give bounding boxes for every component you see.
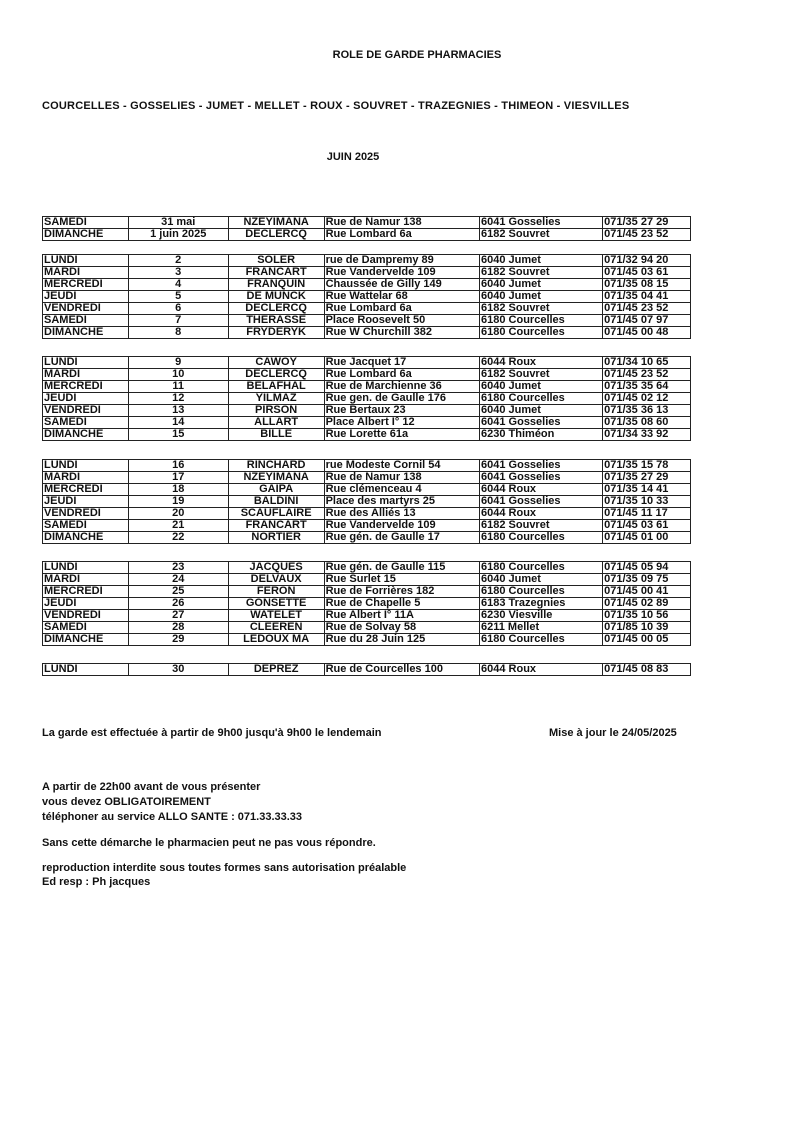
- table-row: [43, 357, 691, 369]
- week-table: [42, 216, 691, 241]
- cell-address: Rue W Churchill 382: [324, 327, 479, 339]
- cell-phone: 071/45 00 41: [603, 586, 691, 598]
- cell-city: 6040 Jumet: [480, 255, 603, 267]
- table-row: [43, 634, 691, 646]
- cell-city: 6182 Souvret: [480, 520, 603, 532]
- week-table: [42, 561, 691, 646]
- communes-list: COURCELLES - GOSSELIES - JUMET - MELLET - ROUX - SOUVRET - TRAZEGNIES - THIMEON - VIESVILLES: [42, 100, 630, 112]
- cell-phone: 071/35 08 60: [603, 417, 691, 429]
- cell-day: SAMEDI: [43, 417, 129, 429]
- table-row: [43, 405, 691, 417]
- cell-phone: 071/35 10 33: [603, 496, 691, 508]
- week-table: [42, 254, 691, 339]
- cell-city: 6041 Gosselies: [480, 417, 603, 429]
- table-row: [43, 472, 691, 484]
- cell-address: Rue Lombard 6a: [324, 303, 479, 315]
- cell-phone: 071/45 02 89: [603, 598, 691, 610]
- cell-phone: 071/35 15 78: [603, 460, 691, 472]
- cell-address: Rue clémenceau 4: [324, 484, 479, 496]
- cell-date: 16: [128, 460, 228, 472]
- cell-name: CLEEREN: [228, 622, 324, 634]
- cell-date: 24: [128, 574, 228, 586]
- cell-city: 6041 Gosselies: [480, 460, 603, 472]
- cell-date: 28: [128, 622, 228, 634]
- table-row: [43, 429, 691, 441]
- table-row: [43, 574, 691, 586]
- cell-date: 26: [128, 598, 228, 610]
- cell-date: 27: [128, 610, 228, 622]
- cell-phone: 071/35 04 41: [603, 291, 691, 303]
- cell-day: LUNDI: [43, 255, 129, 267]
- cell-date: 20: [128, 508, 228, 520]
- week-table: [42, 356, 691, 441]
- cell-address: Rue Jacquet 17: [324, 357, 479, 369]
- cell-day: SAMEDI: [43, 315, 129, 327]
- table-row: [43, 291, 691, 303]
- table-row: [43, 622, 691, 634]
- table-row: [43, 562, 691, 574]
- cell-city: 6180 Courcelles: [480, 327, 603, 339]
- copyright-text: reproduction interdite sous toutes formes sans autorisation préalable: [42, 862, 407, 874]
- cell-address: rue Modeste Cornil 54: [324, 460, 479, 472]
- cell-phone: 071/85 10 39: [603, 622, 691, 634]
- table-row: [43, 598, 691, 610]
- cell-name: DECLERCQ: [228, 369, 324, 381]
- cell-city: 6211 Mellet: [480, 622, 603, 634]
- cell-name: DELVAUX: [228, 574, 324, 586]
- cell-city: 6230 Viesville: [480, 610, 603, 622]
- cell-day: DIMANCHE: [43, 327, 129, 339]
- cell-date: 6: [128, 303, 228, 315]
- cell-date: 18: [128, 484, 228, 496]
- cell-date: 4: [128, 279, 228, 291]
- cell-day: MERCREDI: [43, 279, 129, 291]
- table-row: [43, 255, 691, 267]
- cell-phone: 071/45 23 52: [603, 303, 691, 315]
- cell-phone: 071/45 07 97: [603, 315, 691, 327]
- table-row: [43, 508, 691, 520]
- table-row: [43, 369, 691, 381]
- table-row: [43, 417, 691, 429]
- cell-name: LEDOUX MA: [228, 634, 324, 646]
- table-row: [43, 496, 691, 508]
- table-row: [43, 279, 691, 291]
- cell-phone: 071/45 23 52: [603, 229, 691, 241]
- cell-city: 6044 Roux: [480, 508, 603, 520]
- cell-address: Rue de Namur 138: [324, 217, 479, 229]
- garde-hours-note: La garde est effectuée à partir de 9h00 jusqu'à 9h00 le lendemain: [42, 727, 382, 739]
- cell-name: RINCHARD: [228, 460, 324, 472]
- cell-address: Rue des Alliés 13: [324, 508, 479, 520]
- cell-date: 5: [128, 291, 228, 303]
- cell-city: 6041 Gosselies: [480, 217, 603, 229]
- cell-city: 6044 Roux: [480, 357, 603, 369]
- cell-city: 6180 Courcelles: [480, 315, 603, 327]
- table-row: [43, 229, 691, 241]
- cell-day: LUNDI: [43, 460, 129, 472]
- cell-phone: 071/35 35 64: [603, 381, 691, 393]
- warning-text: Sans cette démarche le pharmacien peut ne pas vous répondre.: [42, 837, 376, 849]
- cell-city: 6040 Jumet: [480, 405, 603, 417]
- table-row: [43, 315, 691, 327]
- cell-address: Rue Wattelar 68: [324, 291, 479, 303]
- cell-address: Rue de Namur 138: [324, 472, 479, 484]
- cell-phone: 071/35 14 41: [603, 484, 691, 496]
- cell-day: MERCREDI: [43, 381, 129, 393]
- cell-day: JEUDI: [43, 291, 129, 303]
- cell-address: Rue Vandervelde 109: [324, 520, 479, 532]
- cell-city: 6044 Roux: [480, 484, 603, 496]
- week-table: [42, 459, 691, 544]
- cell-day: LUNDI: [43, 562, 129, 574]
- cell-day: JEUDI: [43, 598, 129, 610]
- cell-address: Rue de Solvay 58: [324, 622, 479, 634]
- table-row: [43, 267, 691, 279]
- cell-day: MARDI: [43, 369, 129, 381]
- cell-city: 6040 Jumet: [480, 291, 603, 303]
- cell-city: 6040 Jumet: [480, 574, 603, 586]
- cell-address: Rue Vandervelde 109: [324, 267, 479, 279]
- cell-day: SAMEDI: [43, 520, 129, 532]
- cell-phone: 071/35 27 29: [603, 217, 691, 229]
- table-row: [43, 520, 691, 532]
- cell-phone: 071/45 11 17: [603, 508, 691, 520]
- cell-phone: 071/45 01 00: [603, 532, 691, 544]
- cell-name: SOLER: [228, 255, 324, 267]
- cell-day: JEUDI: [43, 393, 129, 405]
- cell-phone: 071/35 36 13: [603, 405, 691, 417]
- cell-city: 6182 Souvret: [480, 369, 603, 381]
- cell-phone: 071/34 33 92: [603, 429, 691, 441]
- cell-address: Rue Surlet 15: [324, 574, 479, 586]
- cell-day: MERCREDI: [43, 484, 129, 496]
- cell-day: MARDI: [43, 574, 129, 586]
- cell-date: 2: [128, 255, 228, 267]
- cell-city: 6180 Courcelles: [480, 634, 603, 646]
- cell-name: BALDINI: [228, 496, 324, 508]
- cell-name: DE MUNCK: [228, 291, 324, 303]
- cell-date: 30: [128, 664, 228, 676]
- cell-day: DIMANCHE: [43, 532, 129, 544]
- cell-date: 23: [128, 562, 228, 574]
- cell-city: 6180 Courcelles: [480, 532, 603, 544]
- cell-date: 10: [128, 369, 228, 381]
- cell-day: LUNDI: [43, 664, 129, 676]
- cell-name: DECLERCQ: [228, 229, 324, 241]
- cell-city: 6044 Roux: [480, 664, 603, 676]
- cell-city: 6180 Courcelles: [480, 393, 603, 405]
- editor-text: Ed resp : Ph jacques: [42, 876, 151, 888]
- cell-date: 8: [128, 327, 228, 339]
- cell-name: FRYDERYK: [228, 327, 324, 339]
- cell-name: THERASSE: [228, 315, 324, 327]
- cell-name: PIRSON: [228, 405, 324, 417]
- cell-name: FERON: [228, 586, 324, 598]
- cell-address: Rue de Forrières 182: [324, 586, 479, 598]
- cell-day: MERCREDI: [43, 586, 129, 598]
- cell-address: Place Roosevelt 50: [324, 315, 479, 327]
- cell-address: Rue de Marchienne 36: [324, 381, 479, 393]
- cell-address: rue de Dampremy 89: [324, 255, 479, 267]
- week-table: [42, 663, 691, 676]
- cell-phone: 071/35 09 75: [603, 574, 691, 586]
- table-row: [43, 381, 691, 393]
- cell-address: Rue du 28 Juin 125: [324, 634, 479, 646]
- cell-day: VENDREDI: [43, 610, 129, 622]
- cell-phone: 071/35 08 15: [603, 279, 691, 291]
- cell-phone: 071/45 03 61: [603, 267, 691, 279]
- cell-phone: 071/35 10 56: [603, 610, 691, 622]
- cell-city: 6180 Courcelles: [480, 562, 603, 574]
- cell-name: CAWOY: [228, 357, 324, 369]
- cell-name: GAIPA: [228, 484, 324, 496]
- cell-date: 25: [128, 586, 228, 598]
- cell-city: 6041 Gosselies: [480, 496, 603, 508]
- table-row: [43, 586, 691, 598]
- cell-address: Rue gén. de Gaulle 17: [324, 532, 479, 544]
- table-row: [43, 610, 691, 622]
- cell-city: 6230 Thiméon: [480, 429, 603, 441]
- cell-name: YILMAZ: [228, 393, 324, 405]
- cell-date: 13: [128, 405, 228, 417]
- cell-address: Rue gen. de Gaulle 176: [324, 393, 479, 405]
- cell-phone: 071/45 05 94: [603, 562, 691, 574]
- cell-name: ALLART: [228, 417, 324, 429]
- cell-date: 19: [128, 496, 228, 508]
- cell-day: DIMANCHE: [43, 429, 129, 441]
- cell-name: NZEYIMANA: [228, 472, 324, 484]
- cell-address: Rue gén. de Gaulle 115: [324, 562, 479, 574]
- cell-address: Rue de Courcelles 100: [324, 664, 479, 676]
- cell-city: 6183 Trazegnies: [480, 598, 603, 610]
- cell-phone: 071/32 94 20: [603, 255, 691, 267]
- cell-phone: 071/34 10 65: [603, 357, 691, 369]
- cell-name: WATELET: [228, 610, 324, 622]
- cell-address: Rue Albert I° 11A: [324, 610, 479, 622]
- cell-date: 3: [128, 267, 228, 279]
- cell-date: 1 juin 2025: [128, 229, 228, 241]
- cell-phone: 071/45 08 83: [603, 664, 691, 676]
- cell-day: DIMANCHE: [43, 634, 129, 646]
- cell-date: 15: [128, 429, 228, 441]
- cell-day: DIMANCHE: [43, 229, 129, 241]
- table-row: [43, 327, 691, 339]
- month-heading: JUIN 2025: [326, 151, 380, 163]
- cell-city: 6040 Jumet: [480, 381, 603, 393]
- cell-day: MARDI: [43, 472, 129, 484]
- cell-name: FRANCART: [228, 520, 324, 532]
- cell-day: SAMEDI: [43, 622, 129, 634]
- cell-day: VENDREDI: [43, 303, 129, 315]
- cell-phone: 071/45 00 48: [603, 327, 691, 339]
- cell-address: Rue Lorette 61a: [324, 429, 479, 441]
- table-row: [43, 532, 691, 544]
- cell-city: 6040 Jumet: [480, 279, 603, 291]
- cell-city: 6180 Courcelles: [480, 586, 603, 598]
- night-info-line-2: vous devez OBLIGATOIREMENT: [42, 796, 211, 808]
- cell-address: Rue Bertaux 23: [324, 405, 479, 417]
- cell-name: NORTIER: [228, 532, 324, 544]
- cell-address: Place Albert I° 12: [324, 417, 479, 429]
- cell-date: 17: [128, 472, 228, 484]
- cell-city: 6182 Souvret: [480, 229, 603, 241]
- table-row: [43, 217, 691, 229]
- cell-day: JEUDI: [43, 496, 129, 508]
- cell-date: 21: [128, 520, 228, 532]
- cell-date: 29: [128, 634, 228, 646]
- cell-date: 7: [128, 315, 228, 327]
- table-row: [43, 460, 691, 472]
- cell-phone: 071/45 02 12: [603, 393, 691, 405]
- cell-date: 31 mai: [128, 217, 228, 229]
- table-row: [43, 484, 691, 496]
- table-row: [43, 303, 691, 315]
- cell-phone: 071/45 03 61: [603, 520, 691, 532]
- cell-date: 22: [128, 532, 228, 544]
- cell-name: BILLE: [228, 429, 324, 441]
- cell-city: 6041 Gosselies: [480, 472, 603, 484]
- cell-day: LUNDI: [43, 357, 129, 369]
- cell-name: JACQUES: [228, 562, 324, 574]
- cell-phone: 071/45 00 05: [603, 634, 691, 646]
- cell-name: FRANQUIN: [228, 279, 324, 291]
- cell-name: SCAUFLAIRE: [228, 508, 324, 520]
- cell-name: NZEYIMANA: [228, 217, 324, 229]
- cell-day: MARDI: [43, 267, 129, 279]
- cell-day: VENDREDI: [43, 405, 129, 417]
- table-row: [43, 664, 691, 676]
- cell-phone: 071/45 23 52: [603, 369, 691, 381]
- cell-city: 6182 Souvret: [480, 267, 603, 279]
- page-title: ROLE DE GARDE PHARMACIES: [332, 49, 502, 61]
- cell-address: Rue Lombard 6a: [324, 369, 479, 381]
- cell-address: Place des martyrs 25: [324, 496, 479, 508]
- cell-address: Rue de Chapelle 5: [324, 598, 479, 610]
- cell-name: DECLERCQ: [228, 303, 324, 315]
- update-date: Mise à jour le 24/05/2025: [549, 727, 677, 739]
- cell-name: BELAFHAL: [228, 381, 324, 393]
- cell-address: Chaussée de Gilly 149: [324, 279, 479, 291]
- cell-name: FRANCART: [228, 267, 324, 279]
- cell-name: GONSETTE: [228, 598, 324, 610]
- night-info-line-3: téléphoner au service ALLO SANTE : 071.33.33.33: [42, 811, 303, 823]
- cell-city: 6182 Souvret: [480, 303, 603, 315]
- cell-phone: 071/35 27 29: [603, 472, 691, 484]
- cell-day: SAMEDI: [43, 217, 129, 229]
- cell-date: 12: [128, 393, 228, 405]
- cell-name: DEPREZ: [228, 664, 324, 676]
- cell-date: 14: [128, 417, 228, 429]
- cell-day: VENDREDI: [43, 508, 129, 520]
- cell-date: 11: [128, 381, 228, 393]
- table-row: [43, 393, 691, 405]
- cell-date: 9: [128, 357, 228, 369]
- night-info-line-1: A partir de 22h00 avant de vous présenter: [42, 781, 261, 793]
- cell-address: Rue Lombard 6a: [324, 229, 479, 241]
